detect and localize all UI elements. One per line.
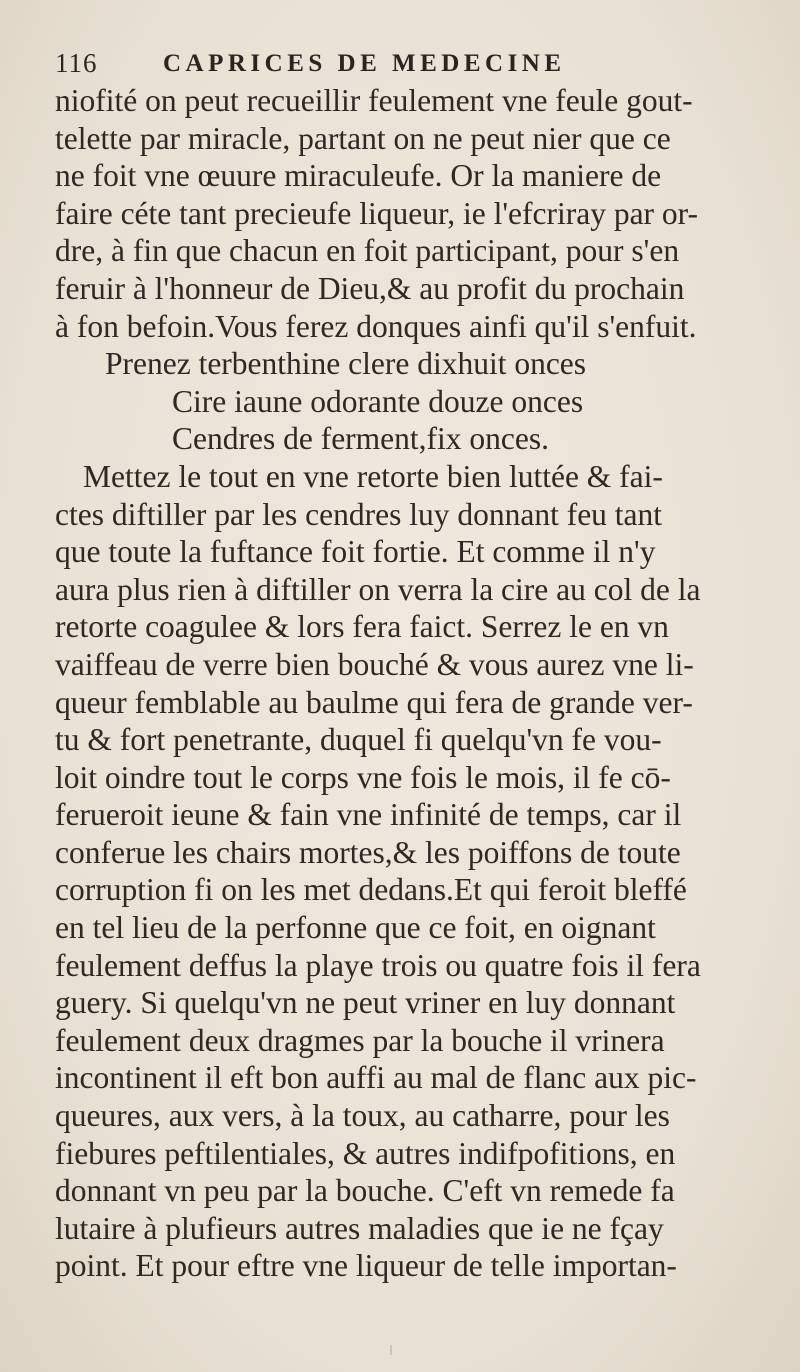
text-line: niofité on peut recueillir feulement vne feule gout- xyxy=(55,83,693,118)
text-line: incontinent il eft bon auffi au mal de flanc aux pic- xyxy=(55,1060,697,1096)
recipe-line: Cire iaune odorante douze onces xyxy=(172,383,584,419)
running-head: CAPRICES DE MEDECINE xyxy=(163,50,566,77)
text-line: queures, aux vers, à la toux, au catharre, pour les xyxy=(55,1098,670,1134)
text-line: aura plus rien à diftiller on verra la cire au col de la xyxy=(55,571,701,607)
text-line: vaiffeau de verre bien bouché & vous aurez vne li- xyxy=(55,646,694,682)
text-line: feulement deux dragmes par la bouche il vrinera xyxy=(55,1022,665,1058)
text-line: que toute la fuftance foit fortie. Et comme il n'y xyxy=(55,534,656,570)
text-line: tu & fort penetrante, duquel fi quelqu'vn fe vou- xyxy=(55,722,662,758)
text-line: corruption fi on les met dedans.Et qui feroit bleffé xyxy=(55,872,687,908)
text-line: conferue les chairs mortes,& les poiffons de toute xyxy=(55,834,681,870)
text-line: feruir à l'honneur de Dieu,& au profit du prochain xyxy=(55,270,685,306)
text-line: loit oindre tout le corps vne fois le mois, il fe cō- xyxy=(55,759,671,795)
text-line: ferueroit ieune & fain vne infinité de temps, car il xyxy=(55,797,682,833)
page-number: 116 xyxy=(55,48,98,78)
text-line: retorte coagulee & lors fera faict. Serrez le en vn xyxy=(55,609,669,645)
text-line: ne foit vne œuure miraculeufe. Or la maniere de xyxy=(55,158,662,194)
text-line: feulement deffus la playe trois ou quatre fois il fera xyxy=(55,947,701,983)
recipe-line: Cendres de ferment,fix onces. xyxy=(172,421,549,457)
text-line: point. Et pour eftre vne liqueur de telle importan- xyxy=(55,1248,677,1284)
page-header xyxy=(55,48,755,82)
text-line: queur femblable au baulme qui fera de grande ver- xyxy=(55,684,693,720)
body-text xyxy=(55,82,775,1285)
text-line: guery. Si quelqu'vn ne peut vriner en luy donnant xyxy=(55,985,676,1021)
text-line: à fon befoin.Vous ferez donques ainfi qu'il s'enfuit. xyxy=(55,308,697,344)
text-line: telette par miracle, partant on ne peut nier que ce xyxy=(55,120,671,156)
text-line: Mettez le tout en vne retorte bien luttée & fai- xyxy=(83,458,663,494)
paper-mark xyxy=(390,1345,392,1355)
text-line: en tel lieu de la perfonne que ce foit, en oignant xyxy=(55,910,656,946)
text-line: ctes diftiller par les cendres luy donnant feu tant xyxy=(55,496,663,532)
text-line: donnant vn peu par la bouche. C'eft vn remede fa xyxy=(55,1173,675,1209)
text-line: dre, à fin que chacun en foit participant, pour s'en xyxy=(55,233,680,269)
text-line: fiebures peftilentiales, & autres indifpofitions, en xyxy=(55,1135,676,1171)
text-line: faire céte tant precieufe liqueur, ie l'efcriray par or- xyxy=(55,195,699,231)
recipe-line: Prenez terbenthine clere dixhuit onces xyxy=(105,346,587,382)
text-line: lutaire à plufieurs autres maladies que ie ne fçay xyxy=(55,1210,664,1246)
